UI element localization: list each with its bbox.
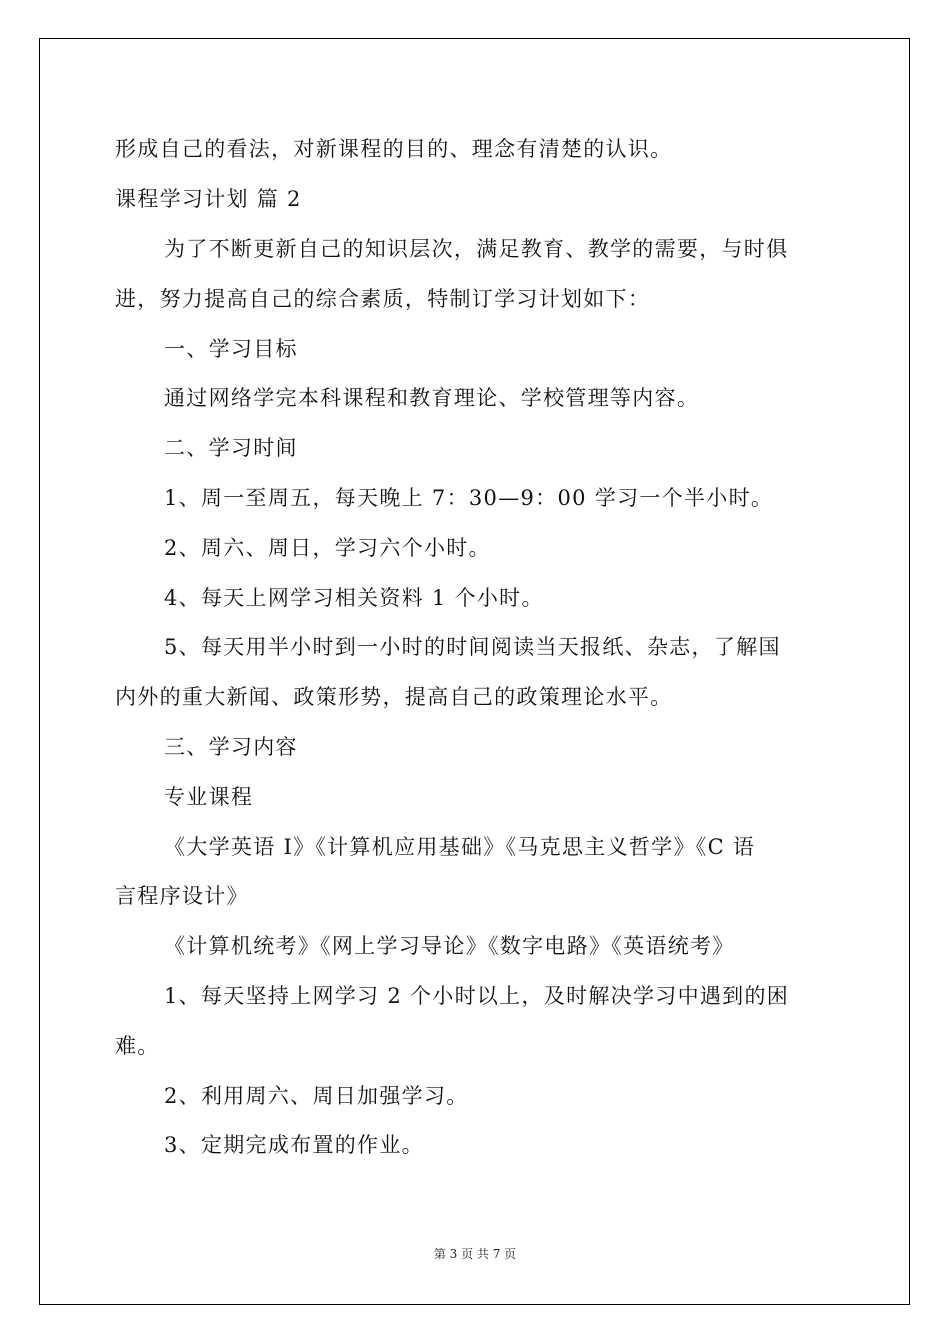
text-line: 3、定期完成布置的作业。 <box>164 1133 424 1157</box>
text-line: 二、学习时间 <box>164 436 298 460</box>
text-line: 1、每天坚持上网学习 2 个小时以上，及时解决学习中遇到的困 <box>164 984 790 1008</box>
text-line: 一、学习目标 <box>164 337 298 361</box>
text-line: 言程序设计》 <box>115 884 249 908</box>
text-line: 1、周一至周五，每天晚上 7：30—9：00 学习一个半小时。 <box>164 486 774 510</box>
text-line: 2、利用周六、周日加强学习。 <box>164 1084 469 1108</box>
text-line: 《计算机统考》《网上学习导论》《数字电路》《英语统考》 <box>164 934 735 958</box>
text-line: 难。 <box>115 1034 160 1058</box>
text-line: 专业课程 <box>164 785 254 809</box>
text-line: 形成自己的看法，对新课程的目的、理念有清楚的认识。 <box>115 137 673 161</box>
page-footer: 第 3 页 共 7 页 <box>433 1247 517 1261</box>
page-border <box>39 38 910 1305</box>
text-line: 内外的重大新闻、政策形势，提高自己的政策理论水平。 <box>115 685 673 709</box>
text-line: 5、每天用半小时到一小时的时间阅读当天报纸、杂志，了解国 <box>164 635 781 659</box>
section-heading: 课程学习计划 篇 2 <box>115 187 302 211</box>
text-line: 为了不断更新自己的知识层次，满足教育、教学的需要，与时俱 <box>164 237 789 261</box>
text-line: 《大学英语 I》《计算机应用基础》《马克思主义哲学》《C 语 <box>164 835 756 859</box>
text-line: 2、周六、周日，学习六个小时。 <box>164 536 491 560</box>
text-line: 进，努力提高自己的综合素质，特制订学习计划如下： <box>115 287 651 311</box>
text-line: 通过网络学完本科课程和教育理论、学校管理等内容。 <box>164 386 700 410</box>
text-line: 4、每天上网学习相关资料 1 个小时。 <box>164 586 544 610</box>
text-line: 三、学习内容 <box>164 735 298 759</box>
